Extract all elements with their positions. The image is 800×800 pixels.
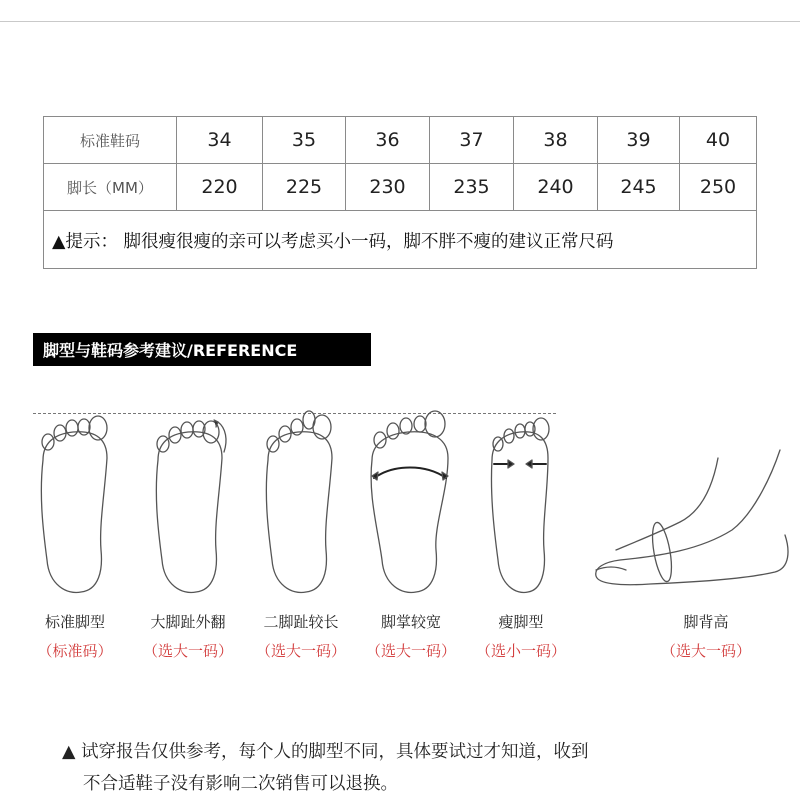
long-second-toe-foot-icon [266, 411, 332, 593]
foot-label: 脚掌较宽 [380, 613, 441, 631]
size-cell: 37 [430, 117, 514, 163]
length-row-header: 脚长（MM） [44, 164, 177, 210]
standard-foot-icon [41, 416, 107, 593]
size-cell: 34 [177, 117, 263, 163]
size-cell: 35 [263, 117, 346, 163]
length-row [44, 164, 756, 211]
length-cell: 225 [263, 164, 346, 210]
size-cell: 38 [514, 117, 598, 163]
wide-foot-icon [371, 411, 448, 593]
foot-advice: （选大一码） [255, 642, 346, 660]
top-divider [0, 21, 800, 22]
length-cell: 245 [598, 164, 680, 210]
length-cell: 230 [346, 164, 430, 210]
foot-label: 脚背高 [683, 613, 729, 631]
foot-shapes-illustration [0, 400, 800, 600]
foot-label: 二脚趾较长 [263, 613, 339, 631]
size-cell: 39 [598, 117, 680, 163]
reference-banner: 脚型与鞋码参考建议/REFERENCE [33, 333, 371, 366]
foot-label: 瘦脚型 [498, 613, 544, 631]
foot-label: 大脚趾外翻 [150, 613, 226, 631]
foot-advice: （选小一码） [475, 642, 566, 660]
disclaimer-line-1: ▲ 试穿报告仅供参考，每个人的脚型不同，具体要试过才知道，收到 [62, 742, 589, 762]
size-chart-table [43, 116, 757, 269]
high-instep-foot-icon [596, 450, 788, 585]
foot-advice: （选大一码） [365, 642, 456, 660]
size-cell: 36 [346, 117, 430, 163]
disclaimer-line-2: 不合适鞋子没有影响二次销售可以退换。 [83, 774, 398, 794]
length-cell: 235 [430, 164, 514, 210]
length-cell: 240 [514, 164, 598, 210]
size-cell: 40 [705, 129, 731, 151]
bunion-foot-icon [156, 420, 226, 593]
foot-advice: （选大一码） [142, 642, 233, 660]
length-cell: 250 [699, 176, 737, 198]
foot-label: 标准脚型 [44, 613, 105, 631]
size-row [44, 117, 756, 164]
foot-advice: （标准码） [37, 642, 113, 660]
foot-advice: （选大一码） [660, 642, 751, 660]
length-cell: 220 [177, 164, 263, 210]
size-row-header: 标准鞋码 [44, 117, 177, 163]
slim-foot-icon [491, 418, 549, 593]
size-tip: ▲提示： 脚很瘦很瘦的亲可以考虑买小一码，脚不胖不瘦的建议正常尺码 [52, 231, 614, 252]
